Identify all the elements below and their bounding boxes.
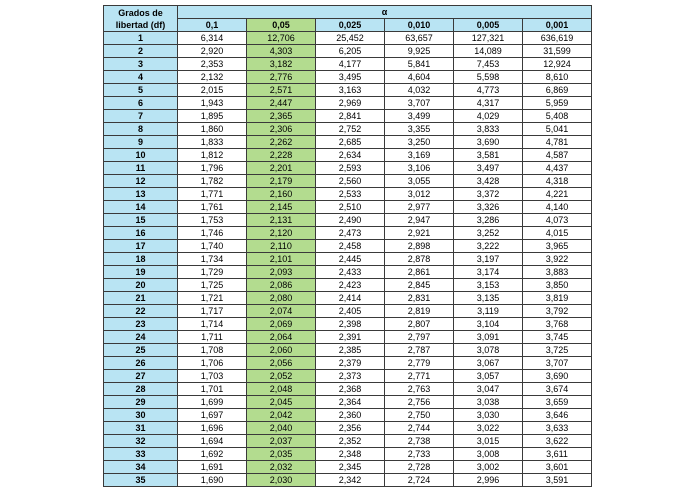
table-row <box>104 396 592 409</box>
critical-value-cell: 3,372 <box>454 188 523 201</box>
critical-value-cell: 5,041 <box>523 123 592 136</box>
critical-value-cell: 8,610 <box>523 71 592 84</box>
table-row <box>104 266 592 279</box>
critical-value-cell: 3,611 <box>523 448 592 461</box>
critical-value-cell: 4,221 <box>523 188 592 201</box>
critical-value-cell: 1,699 <box>178 396 247 409</box>
critical-value-cell: 4,029 <box>454 110 523 123</box>
df-cell: 24 <box>104 331 178 344</box>
df-column-header: Grados de libertad (df) <box>104 6 178 32</box>
critical-value-cell: 2,921 <box>385 227 454 240</box>
critical-value-cell: 2,030 <box>247 474 316 487</box>
critical-value-cell: 2,787 <box>385 344 454 357</box>
table-row <box>104 201 592 214</box>
critical-value-cell: 2,819 <box>385 305 454 318</box>
table-row <box>104 344 592 357</box>
critical-value-cell: 1,771 <box>178 188 247 201</box>
critical-value-cell: 2,458 <box>316 240 385 253</box>
critical-value-cell: 3,182 <box>247 58 316 71</box>
critical-value-cell: 2,356 <box>316 422 385 435</box>
critical-value-cell: 1,692 <box>178 448 247 461</box>
critical-value-cell: 2,423 <box>316 279 385 292</box>
critical-value-cell: 2,228 <box>247 149 316 162</box>
critical-value-cell: 3,581 <box>454 149 523 162</box>
critical-value-cell: 1,860 <box>178 123 247 136</box>
critical-value-cell: 2,969 <box>316 97 385 110</box>
critical-value-cell: 2,120 <box>247 227 316 240</box>
critical-value-cell: 4,587 <box>523 149 592 162</box>
critical-value-cell: 5,408 <box>523 110 592 123</box>
critical-value-cell: 3,047 <box>454 383 523 396</box>
table-row <box>104 84 592 97</box>
df-cell: 12 <box>104 175 178 188</box>
critical-value-cell: 2,560 <box>316 175 385 188</box>
critical-value-cell: 1,696 <box>178 422 247 435</box>
critical-value-cell: 2,045 <box>247 396 316 409</box>
table-row <box>104 409 592 422</box>
df-cell: 14 <box>104 201 178 214</box>
critical-value-cell: 3,495 <box>316 71 385 84</box>
critical-value-cell: 2,752 <box>316 123 385 136</box>
df-cell: 16 <box>104 227 178 240</box>
critical-value-cell: 2,080 <box>247 292 316 305</box>
table-row <box>104 71 592 84</box>
critical-value-cell: 2,398 <box>316 318 385 331</box>
df-cell: 34 <box>104 461 178 474</box>
critical-value-cell: 2,348 <box>316 448 385 461</box>
critical-value-cell: 4,781 <box>523 136 592 149</box>
df-cell: 33 <box>104 448 178 461</box>
critical-value-cell: 5,598 <box>454 71 523 84</box>
df-cell: 3 <box>104 58 178 71</box>
df-cell: 17 <box>104 240 178 253</box>
critical-value-cell: 3,497 <box>454 162 523 175</box>
critical-value-cell: 2,996 <box>454 474 523 487</box>
critical-value-cell: 2,831 <box>385 292 454 305</box>
df-cell: 18 <box>104 253 178 266</box>
critical-value-cell: 2,724 <box>385 474 454 487</box>
critical-value-cell: 3,883 <box>523 266 592 279</box>
critical-value-cell: 2,841 <box>316 110 385 123</box>
table-row <box>104 45 592 58</box>
critical-value-cell: 12,706 <box>247 32 316 45</box>
critical-value-cell: 3,355 <box>385 123 454 136</box>
critical-value-cell: 2,052 <box>247 370 316 383</box>
critical-value-cell: 2,069 <box>247 318 316 331</box>
critical-value-cell: 3,850 <box>523 279 592 292</box>
table-row <box>104 331 592 344</box>
critical-value-cell: 2,634 <box>316 149 385 162</box>
table-row <box>104 370 592 383</box>
critical-value-cell: 4,015 <box>523 227 592 240</box>
critical-value-cell: 3,222 <box>454 240 523 253</box>
critical-value-cell: 2,750 <box>385 409 454 422</box>
critical-value-cell: 2,861 <box>385 266 454 279</box>
critical-value-cell: 3,646 <box>523 409 592 422</box>
df-cell: 2 <box>104 45 178 58</box>
critical-value-cell: 1,703 <box>178 370 247 383</box>
critical-value-cell: 2,145 <box>247 201 316 214</box>
critical-value-cell: 4,773 <box>454 84 523 97</box>
critical-value-cell: 3,499 <box>385 110 454 123</box>
critical-value-cell: 1,746 <box>178 227 247 240</box>
critical-value-cell: 2,048 <box>247 383 316 396</box>
table-row <box>104 461 592 474</box>
critical-value-cell: 3,792 <box>523 305 592 318</box>
critical-value-cell: 3,252 <box>454 227 523 240</box>
table-row <box>104 292 592 305</box>
df-cell: 25 <box>104 344 178 357</box>
table-row <box>104 240 592 253</box>
critical-value-cell: 2,342 <box>316 474 385 487</box>
df-cell: 19 <box>104 266 178 279</box>
alpha-level-header: 0,001 <box>523 19 592 32</box>
header-row-alpha <box>104 6 592 19</box>
critical-value-cell: 1,701 <box>178 383 247 396</box>
critical-value-cell: 1,740 <box>178 240 247 253</box>
critical-value-cell: 2,947 <box>385 214 454 227</box>
critical-value-cell: 3,030 <box>454 409 523 422</box>
critical-value-cell: 2,776 <box>247 71 316 84</box>
critical-value-cell: 1,725 <box>178 279 247 292</box>
critical-value-cell: 2,391 <box>316 331 385 344</box>
critical-value-cell: 2,898 <box>385 240 454 253</box>
alpha-header: α <box>178 6 592 19</box>
critical-value-cell: 2,352 <box>316 435 385 448</box>
table-row <box>104 253 592 266</box>
df-cell: 20 <box>104 279 178 292</box>
critical-value-cell: 3,707 <box>523 357 592 370</box>
critical-value-cell: 3,002 <box>454 461 523 474</box>
critical-value-cell: 3,250 <box>385 136 454 149</box>
critical-value-cell: 2,414 <box>316 292 385 305</box>
critical-value-cell: 2,364 <box>316 396 385 409</box>
critical-value-cell: 3,633 <box>523 422 592 435</box>
table-row <box>104 357 592 370</box>
critical-value-cell: 2,756 <box>385 396 454 409</box>
critical-value-cell: 1,717 <box>178 305 247 318</box>
critical-value-cell: 2,201 <box>247 162 316 175</box>
critical-value-cell: 3,601 <box>523 461 592 474</box>
critical-value-cell: 4,604 <box>385 71 454 84</box>
critical-value-cell: 1,697 <box>178 409 247 422</box>
critical-value-cell: 7,453 <box>454 58 523 71</box>
table-row <box>104 214 592 227</box>
critical-value-cell: 14,089 <box>454 45 523 58</box>
df-cell: 26 <box>104 357 178 370</box>
critical-value-cell: 2,368 <box>316 383 385 396</box>
critical-value-cell: 3,286 <box>454 214 523 227</box>
critical-value-cell: 4,177 <box>316 58 385 71</box>
critical-value-cell: 2,086 <box>247 279 316 292</box>
critical-value-cell: 2,160 <box>247 188 316 201</box>
critical-value-cell: 2,037 <box>247 435 316 448</box>
critical-value-cell: 1,708 <box>178 344 247 357</box>
critical-value-cell: 3,690 <box>523 370 592 383</box>
critical-value-cell: 2,385 <box>316 344 385 357</box>
df-cell: 35 <box>104 474 178 487</box>
critical-value-cell: 3,725 <box>523 344 592 357</box>
critical-value-cell: 2,365 <box>247 110 316 123</box>
critical-value-cell: 2,064 <box>247 331 316 344</box>
df-cell: 4 <box>104 71 178 84</box>
critical-value-cell: 1,694 <box>178 435 247 448</box>
critical-value-cell: 2,360 <box>316 409 385 422</box>
critical-value-cell: 1,721 <box>178 292 247 305</box>
critical-value-cell: 3,012 <box>385 188 454 201</box>
critical-value-cell: 2,042 <box>247 409 316 422</box>
critical-value-cell: 1,761 <box>178 201 247 214</box>
critical-value-cell: 3,965 <box>523 240 592 253</box>
critical-value-cell: 5,959 <box>523 97 592 110</box>
critical-value-cell: 3,622 <box>523 435 592 448</box>
critical-value-cell: 2,977 <box>385 201 454 214</box>
critical-value-cell: 1,714 <box>178 318 247 331</box>
critical-value-cell: 1,796 <box>178 162 247 175</box>
critical-value-cell: 2,433 <box>316 266 385 279</box>
df-cell: 1 <box>104 32 178 45</box>
critical-value-cell: 2,728 <box>385 461 454 474</box>
df-cell: 13 <box>104 188 178 201</box>
critical-value-cell: 3,038 <box>454 396 523 409</box>
critical-value-cell: 3,745 <box>523 331 592 344</box>
critical-value-cell: 9,925 <box>385 45 454 58</box>
critical-value-cell: 2,490 <box>316 214 385 227</box>
critical-value-cell: 1,690 <box>178 474 247 487</box>
critical-value-cell: 3,922 <box>523 253 592 266</box>
df-cell: 22 <box>104 305 178 318</box>
critical-value-cell: 4,032 <box>385 84 454 97</box>
df-cell: 32 <box>104 435 178 448</box>
table-row <box>104 97 592 110</box>
alpha-level-header: 0,005 <box>454 19 523 32</box>
critical-value-cell: 4,318 <box>523 175 592 188</box>
critical-value-cell: 1,833 <box>178 136 247 149</box>
table-row <box>104 474 592 487</box>
critical-value-cell: 2,132 <box>178 71 247 84</box>
critical-value-cell: 4,140 <box>523 201 592 214</box>
table-body <box>104 32 592 487</box>
df-cell: 9 <box>104 136 178 149</box>
table-row <box>104 58 592 71</box>
critical-value-cell: 4,073 <box>523 214 592 227</box>
table-row <box>104 162 592 175</box>
alpha-level-header: 0,05 <box>247 19 316 32</box>
critical-value-cell: 2,345 <box>316 461 385 474</box>
df-cell: 10 <box>104 149 178 162</box>
table-row <box>104 136 592 149</box>
critical-value-cell: 3,067 <box>454 357 523 370</box>
critical-value-cell: 4,303 <box>247 45 316 58</box>
critical-value-cell: 6,205 <box>316 45 385 58</box>
t-distribution-table <box>103 5 592 487</box>
critical-value-cell: 2,056 <box>247 357 316 370</box>
critical-value-cell: 3,707 <box>385 97 454 110</box>
df-cell: 11 <box>104 162 178 175</box>
critical-value-cell: 2,379 <box>316 357 385 370</box>
table-row <box>104 279 592 292</box>
critical-value-cell: 1,691 <box>178 461 247 474</box>
critical-value-cell: 2,797 <box>385 331 454 344</box>
critical-value-cell: 2,093 <box>247 266 316 279</box>
critical-value-cell: 3,153 <box>454 279 523 292</box>
critical-value-cell: 3,591 <box>523 474 592 487</box>
table-row <box>104 422 592 435</box>
critical-value-cell: 3,104 <box>454 318 523 331</box>
df-cell: 6 <box>104 97 178 110</box>
critical-value-cell: 1,729 <box>178 266 247 279</box>
critical-value-cell: 3,197 <box>454 253 523 266</box>
critical-value-cell: 3,057 <box>454 370 523 383</box>
critical-value-cell: 3,326 <box>454 201 523 214</box>
critical-value-cell: 1,943 <box>178 97 247 110</box>
critical-value-cell: 63,657 <box>385 32 454 45</box>
critical-value-cell: 2,920 <box>178 45 247 58</box>
critical-value-cell: 2,744 <box>385 422 454 435</box>
critical-value-cell: 2,685 <box>316 136 385 149</box>
critical-value-cell: 3,819 <box>523 292 592 305</box>
df-cell: 23 <box>104 318 178 331</box>
df-cell: 15 <box>104 214 178 227</box>
critical-value-cell: 1,895 <box>178 110 247 123</box>
alpha-level-header: 0,025 <box>316 19 385 32</box>
table-row <box>104 149 592 162</box>
critical-value-cell: 2,533 <box>316 188 385 201</box>
critical-value-cell: 636,619 <box>523 32 592 45</box>
critical-value-cell: 2,571 <box>247 84 316 97</box>
critical-value-cell: 2,733 <box>385 448 454 461</box>
critical-value-cell: 2,262 <box>247 136 316 149</box>
critical-value-cell: 2,593 <box>316 162 385 175</box>
table-row <box>104 435 592 448</box>
critical-value-cell: 3,106 <box>385 162 454 175</box>
df-cell: 7 <box>104 110 178 123</box>
critical-value-cell: 1,753 <box>178 214 247 227</box>
critical-value-cell: 2,101 <box>247 253 316 266</box>
critical-value-cell: 2,447 <box>247 97 316 110</box>
critical-value-cell: 2,040 <box>247 422 316 435</box>
critical-value-cell: 6,314 <box>178 32 247 45</box>
critical-value-cell: 3,091 <box>454 331 523 344</box>
critical-value-cell: 2,405 <box>316 305 385 318</box>
critical-value-cell: 2,445 <box>316 253 385 266</box>
df-cell: 28 <box>104 383 178 396</box>
critical-value-cell: 2,779 <box>385 357 454 370</box>
critical-value-cell: 31,599 <box>523 45 592 58</box>
critical-value-cell: 3,008 <box>454 448 523 461</box>
table-row <box>104 305 592 318</box>
critical-value-cell: 4,317 <box>454 97 523 110</box>
alpha-level-header: 0,010 <box>385 19 454 32</box>
table-row <box>104 110 592 123</box>
critical-value-cell: 3,690 <box>454 136 523 149</box>
df-cell: 5 <box>104 84 178 97</box>
df-cell: 21 <box>104 292 178 305</box>
critical-value-cell: 2,738 <box>385 435 454 448</box>
table-row <box>104 123 592 136</box>
critical-value-cell: 2,763 <box>385 383 454 396</box>
df-cell: 27 <box>104 370 178 383</box>
critical-value-cell: 3,674 <box>523 383 592 396</box>
critical-value-cell: 2,878 <box>385 253 454 266</box>
critical-value-cell: 3,169 <box>385 149 454 162</box>
critical-value-cell: 12,924 <box>523 58 592 71</box>
critical-value-cell: 2,131 <box>247 214 316 227</box>
table-row <box>104 227 592 240</box>
critical-value-cell: 2,074 <box>247 305 316 318</box>
critical-value-cell: 2,807 <box>385 318 454 331</box>
df-cell: 31 <box>104 422 178 435</box>
df-cell: 8 <box>104 123 178 136</box>
critical-value-cell: 127,321 <box>454 32 523 45</box>
critical-value-cell: 2,373 <box>316 370 385 383</box>
critical-value-cell: 6,869 <box>523 84 592 97</box>
table-row <box>104 32 592 45</box>
critical-value-cell: 1,812 <box>178 149 247 162</box>
critical-value-cell: 2,771 <box>385 370 454 383</box>
table-row <box>104 318 592 331</box>
critical-value-cell: 3,119 <box>454 305 523 318</box>
critical-value-cell: 2,060 <box>247 344 316 357</box>
table-row <box>104 448 592 461</box>
table-row <box>104 188 592 201</box>
critical-value-cell: 3,022 <box>454 422 523 435</box>
critical-value-cell: 2,306 <box>247 123 316 136</box>
critical-value-cell: 3,768 <box>523 318 592 331</box>
critical-value-cell: 3,428 <box>454 175 523 188</box>
alpha-level-header: 0,1 <box>178 19 247 32</box>
critical-value-cell: 3,135 <box>454 292 523 305</box>
critical-value-cell: 3,659 <box>523 396 592 409</box>
critical-value-cell: 2,510 <box>316 201 385 214</box>
critical-value-cell: 4,437 <box>523 162 592 175</box>
critical-value-cell: 3,015 <box>454 435 523 448</box>
critical-value-cell: 3,163 <box>316 84 385 97</box>
critical-value-cell: 2,353 <box>178 58 247 71</box>
critical-value-cell: 2,110 <box>247 240 316 253</box>
critical-value-cell: 2,035 <box>247 448 316 461</box>
critical-value-cell: 3,833 <box>454 123 523 136</box>
critical-value-cell: 2,845 <box>385 279 454 292</box>
table-row <box>104 383 592 396</box>
critical-value-cell: 2,179 <box>247 175 316 188</box>
critical-value-cell: 1,782 <box>178 175 247 188</box>
df-cell: 30 <box>104 409 178 422</box>
critical-value-cell: 25,452 <box>316 32 385 45</box>
critical-value-cell: 3,174 <box>454 266 523 279</box>
critical-value-cell: 2,473 <box>316 227 385 240</box>
critical-value-cell: 1,711 <box>178 331 247 344</box>
table-row <box>104 175 592 188</box>
critical-value-cell: 1,706 <box>178 357 247 370</box>
critical-value-cell: 5,841 <box>385 58 454 71</box>
critical-value-cell: 1,734 <box>178 253 247 266</box>
critical-value-cell: 3,078 <box>454 344 523 357</box>
header-row-levels <box>104 19 592 32</box>
critical-value-cell: 2,015 <box>178 84 247 97</box>
critical-value-cell: 2,032 <box>247 461 316 474</box>
df-cell: 29 <box>104 396 178 409</box>
critical-value-cell: 3,055 <box>385 175 454 188</box>
